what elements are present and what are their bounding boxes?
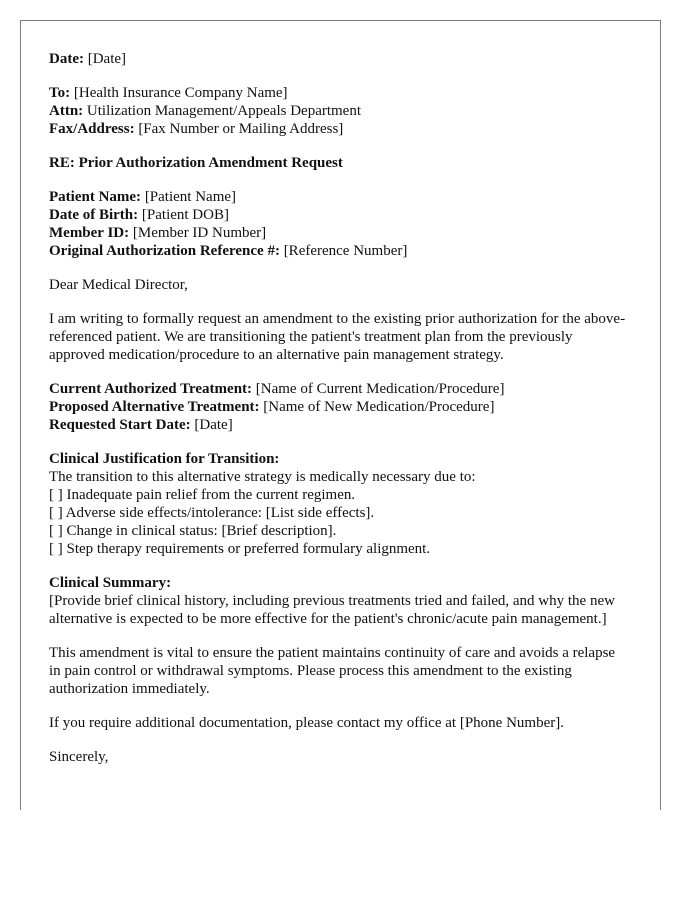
summary-heading-line xyxy=(49,574,629,592)
auth-ref-value: [Reference Number] xyxy=(283,243,408,259)
to-value: [Health Insurance Company Name] xyxy=(73,85,288,101)
to-line xyxy=(49,84,629,102)
date-line xyxy=(49,50,629,68)
fax-value: [Fax Number or Mailing Address] xyxy=(138,121,344,137)
justification-item: [ ] Step therapy requirements or preferred formulary alignment. xyxy=(49,541,431,557)
closing-paragraph: This amendment is vital to ensure the patient maintains continuity of care and avoids a relapse in pain control or withdrawal symptoms. Please process this amendment to the existing authorization immediately. xyxy=(49,645,616,697)
current-treatment-label: Current Authorized Treatment: xyxy=(49,381,253,397)
fax-label: Fax/Address: xyxy=(49,121,135,137)
proposed-treatment-line xyxy=(49,398,629,416)
member-id-value: [Member ID Number] xyxy=(132,225,267,241)
summary-block xyxy=(49,574,629,628)
patient-name-line xyxy=(49,188,629,206)
summary-heading: Clinical Summary: xyxy=(49,575,172,591)
justification-block xyxy=(49,450,629,558)
auth-ref-line xyxy=(49,242,629,260)
summary-text: [Provide brief clinical history, including previous treatments tried and failed, and why the new alternative is expected to be more effective for the patient's chronic/acute pain management.] xyxy=(49,593,615,627)
justification-item: [ ] Change in clinical status: [Brief description]. xyxy=(49,523,337,539)
attn-line xyxy=(49,102,629,120)
current-treatment-line xyxy=(49,380,629,398)
salutation: Dear Medical Director, xyxy=(49,277,188,293)
start-date-value: [Date] xyxy=(194,417,233,433)
current-treatment-value: [Name of Current Medication/Procedure] xyxy=(255,381,505,397)
intro-paragraph: I am writing to formally request an amendment to the existing prior authorization for the above-referenced patient. We are transitioning the patient's treatment plan from the previously approved medication/procedure to an alternative pain management strategy. xyxy=(49,311,626,363)
auth-ref-label: Original Authorization Reference #: xyxy=(49,243,280,259)
letter-page xyxy=(20,20,661,810)
justification-item: [ ] Inadequate pain relief from the current regimen. xyxy=(49,487,356,503)
dob-value: [Patient DOB] xyxy=(141,207,229,223)
patient-block xyxy=(49,188,629,260)
recipient-block xyxy=(49,84,629,138)
patient-name-label: Patient Name: xyxy=(49,189,142,205)
date-label: Date: xyxy=(49,51,84,67)
dob-label: Date of Birth: xyxy=(49,207,139,223)
start-date-label: Requested Start Date: xyxy=(49,417,191,433)
letter-content xyxy=(49,50,629,782)
date-block xyxy=(49,50,629,68)
dob-line xyxy=(49,206,629,224)
justification-heading: Clinical Justification for Transition: xyxy=(49,451,280,467)
fax-line xyxy=(49,120,629,138)
signoff: Sincerely, xyxy=(49,749,109,765)
treatment-block xyxy=(49,380,629,434)
to-label: To: xyxy=(49,85,71,101)
attn-label: Attn: xyxy=(49,103,84,119)
patient-name-value: [Patient Name] xyxy=(144,189,237,205)
member-id-label: Member ID: xyxy=(49,225,130,241)
proposed-treatment-label: Proposed Alternative Treatment: xyxy=(49,399,260,415)
member-id-line xyxy=(49,224,629,242)
subject-block xyxy=(49,154,629,172)
start-date-line xyxy=(49,416,629,434)
subject-line xyxy=(49,154,629,172)
proposed-treatment-value: [Name of New Medication/Procedure] xyxy=(263,399,495,415)
date-value: [Date] xyxy=(87,51,127,67)
attn-value: Utilization Management/Appeals Department xyxy=(86,103,362,119)
justification-heading-line xyxy=(49,450,629,468)
justification-intro: The transition to this alternative strategy is medically necessary due to: xyxy=(49,469,476,485)
contact-paragraph: If you require additional documentation, please contact my office at [Phone Number]. xyxy=(49,715,564,731)
subject-text: RE: Prior Authorization Amendment Request xyxy=(49,155,343,171)
justification-item: [ ] Adverse side effects/intolerance: [List side effects]. xyxy=(49,505,375,521)
